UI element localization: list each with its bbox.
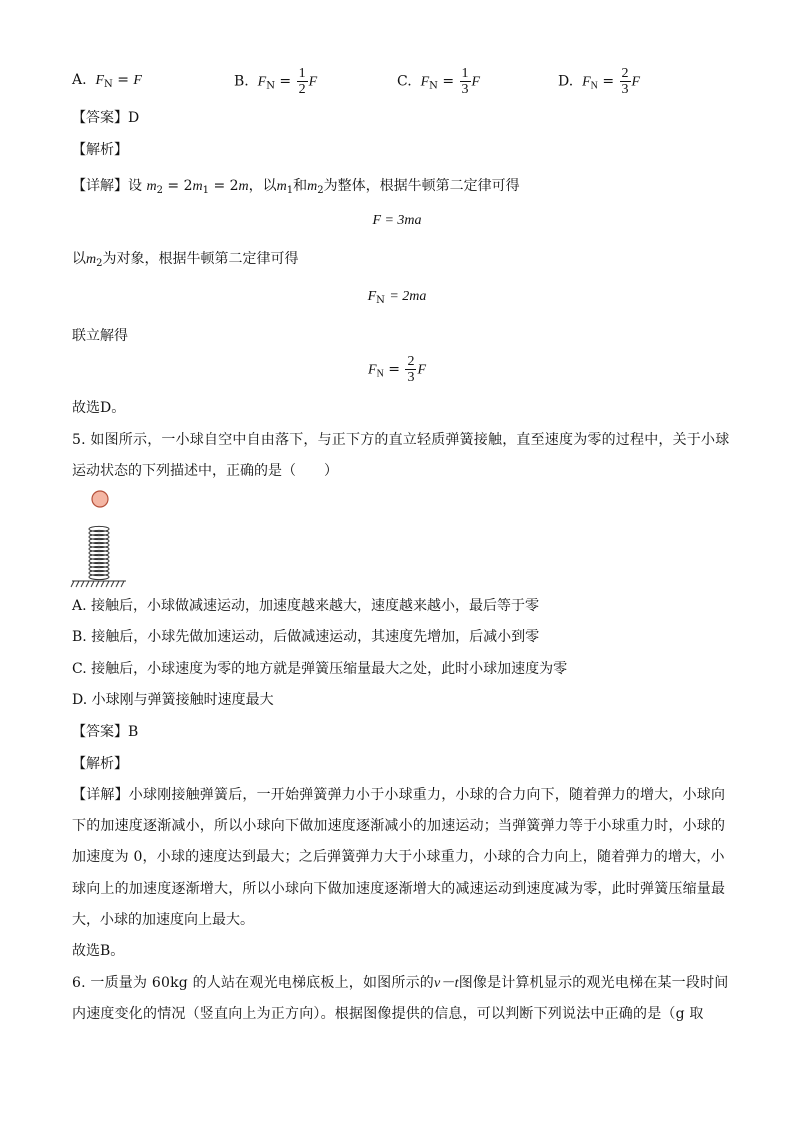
q4-equation-3: $F_N$ = $\frac{2}{3}$ F <box>368 354 426 385</box>
q5-option-a: A. 接触后，小球做减速运动，加速度越来越大，速度越来越小，最后等于零 <box>72 598 540 614</box>
q5-option-b: B. 接触后，小球先做加速运动，后做减速运动，其速度先增加，后减小到零 <box>72 629 540 645</box>
q5-detail-line3: 加速度为 0，小球的速度达到最大；之后弹簧弹力大于小球重力，小球的合力向上，随着弹力的增大，小 <box>72 849 725 865</box>
spring-icon <box>89 526 109 579</box>
q5-detail-line5: 大，小球的加速度向上最大。 <box>72 912 254 928</box>
q5-stem-line2: 运动状态的下列描述中，正确的是（ ） <box>72 463 338 479</box>
q4-answer: 【答案】D <box>72 110 140 126</box>
q5-option-d: D. 小球刚与弹簧接触时速度最大 <box>72 692 274 708</box>
q5-answer: 【答案】B <box>72 724 139 740</box>
ball-icon <box>92 491 108 507</box>
q5-option-c: C. 接触后，小球速度为零的地方就是弹簧压缩量最大之处，此时小球加速度为零 <box>72 661 568 677</box>
q4-solve: 联立解得 <box>72 328 128 344</box>
spring-ball-figure <box>70 486 128 590</box>
q6-stem-line1: 6. 一质量为 60kg 的人站在观光电梯底板上，如图所示的v－t图像是计算机显示的观光电梯在某一段时间 <box>72 975 729 991</box>
option-a: A. $F_N = F$ <box>72 72 142 90</box>
q5-detail-line4: 球向上的加速度逐渐增大，所以小球向下做加速度逐渐增大的减速运动到速度减为零，此时弹簧压缩量最 <box>72 881 726 897</box>
q5-stem-line1: 5. 如图所示，一小球自空中自由落下，与正下方的直立轻质弹簧接触，直至速度为零的过程中，关于小球 <box>72 432 730 448</box>
q6-stem-line2: 内速度变化的情况（竖直向上为正方向）。根据图像提供的信息，可以判断下列说法中正确的是（g 取 <box>72 1006 704 1022</box>
option-b: B. $F_N$ = $\frac{1}{2}$ F <box>234 66 318 97</box>
q5-detail-line2: 下的加速度逐渐减小，所以小球向下做加速度逐渐减小的加速运动；当弹簧弹力等于小球重力时，小球的 <box>72 818 726 834</box>
option-c: C. $F_N$ = $\frac{1}{3}$ F <box>397 66 481 97</box>
q4-analysis: 【解析】 <box>72 142 128 158</box>
option-d: D. $F_N$ = $\frac{2}{3}$ F <box>558 66 641 97</box>
q4-equation-2: $F_N = 2ma$ <box>367 289 427 306</box>
q4-detail: 【详解】设 $m_2 = 2m_1 = 2m$，以$m_1$和$m_2$为整体，根据牛顿第二定律可得 <box>72 178 520 196</box>
q4-line2: 以$m_2$为对象，根据牛顿第二定律可得 <box>72 251 299 269</box>
q4-conclusion: 故选D。 <box>72 400 126 416</box>
q5-analysis: 【解析】 <box>72 756 128 772</box>
ground-icon <box>71 581 126 587</box>
q5-conclusion: 故选B。 <box>72 943 125 959</box>
q5-detail-line1: 【详解】小球刚接触弹簧后，一开始弹簧弹力小于小球重力，小球的合力向下，随着弹力的增大，小球向 <box>72 787 726 803</box>
q4-equation-1: F = 3ma <box>372 213 422 228</box>
